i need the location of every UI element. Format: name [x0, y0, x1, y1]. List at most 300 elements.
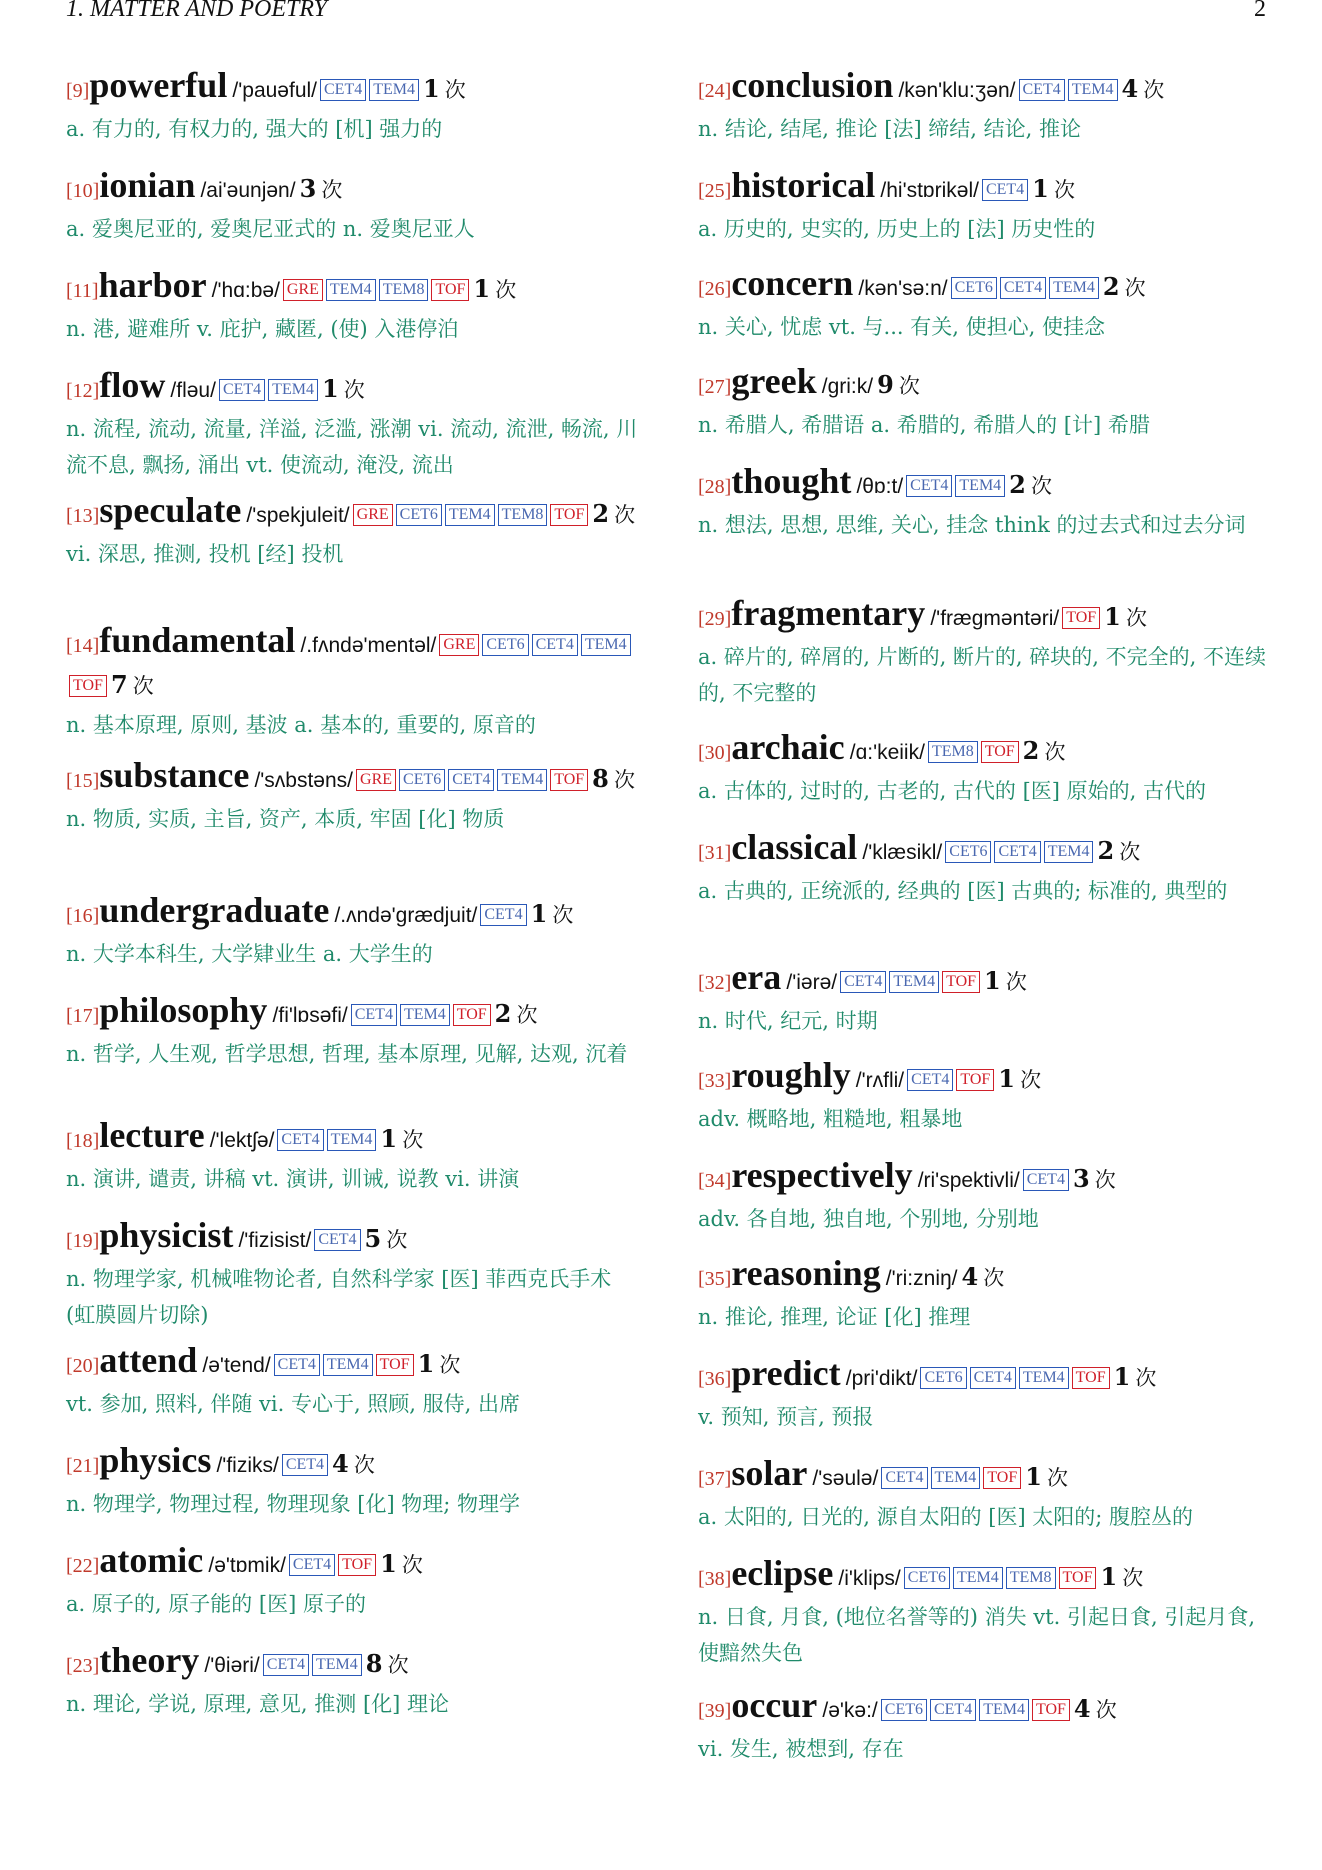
definition: n. 想法, 思想, 思维, 关心, 挂念 think 的过去式和过去分词 [698, 513, 1246, 537]
pronunciation: /.ʌndə'grædjuit/ [334, 904, 478, 927]
vocab-entry [698, 66, 1278, 147]
count-unit: 次 [1135, 1366, 1157, 1390]
exam-tag: TOF [1032, 1699, 1070, 1721]
occurrence-count: 7 [110, 670, 128, 699]
occurrence-count: 8 [365, 1649, 383, 1678]
exam-tag: CET4 [1023, 1169, 1069, 1191]
pronunciation: /ai'əunjən/ [200, 179, 296, 202]
exam-tag: TEM4 [931, 1467, 981, 1489]
headword: physics [99, 1440, 212, 1480]
definition: n. 物理学家, 机械唯物论者, 自然科学家 [医] 菲西克氏手术 (虹膜圆片切除) [66, 1267, 612, 1327]
occurrence-count: 8 [592, 764, 609, 793]
definition: a. 历史的, 史实的, 历史上的 [法] 历史性的 [698, 217, 1096, 241]
count-unit: 次 [552, 903, 574, 927]
count-unit: 次 [1119, 840, 1141, 864]
pronunciation: /'spekjuleit/ [246, 504, 350, 527]
occurrence-count: 5 [364, 1224, 382, 1253]
exam-tag: CET4 [480, 904, 526, 926]
exam-tag: TEM4 [268, 379, 318, 401]
entry-number: [19] [66, 1230, 100, 1252]
definition: n. 哲学, 人生观, 哲学思想, 哲理, 基本原理, 见解, 达观, 沉着 [66, 1042, 628, 1066]
occurrence-count: 1 [417, 1349, 435, 1378]
exam-tag: CET4 [282, 1454, 328, 1476]
exam-tag: TOF [956, 1069, 994, 1091]
exam-tag: CET4 [1019, 79, 1065, 101]
vocab-entry [66, 991, 646, 1072]
count-unit: 次 [613, 768, 635, 792]
count-unit: 次 [401, 1553, 423, 1577]
definition: n. 理论, 学说, 原理, 意见, 推测 [化] 理论 [66, 1692, 450, 1716]
pronunciation: /ə'tend/ [202, 1354, 271, 1377]
vocab-entry [698, 1454, 1278, 1535]
pronunciation: /i'klips/ [838, 1567, 901, 1590]
vocab-entry [698, 594, 1278, 711]
entry-number: [28] [698, 476, 732, 498]
pronunciation: /'pauəful/ [232, 79, 317, 102]
vocab-entry [66, 1541, 646, 1622]
entry-headline [66, 1641, 646, 1686]
vocab-entry [698, 362, 1278, 443]
entry-headline [66, 266, 646, 311]
exam-tag: TOF [550, 769, 588, 791]
headword: occur [731, 1685, 818, 1725]
exam-tag: CET4 [881, 1467, 927, 1489]
headword: undergraduate [99, 890, 330, 930]
count-unit: 次 [1094, 1168, 1116, 1192]
count-unit: 次 [1143, 78, 1165, 102]
entry-headline [698, 264, 1278, 309]
entry-number: [26] [698, 278, 732, 300]
exam-tag: TOF [453, 1004, 491, 1026]
occurrence-count: 4 [1121, 74, 1139, 103]
exam-tag: TOF [69, 675, 107, 697]
entry-headline [698, 1254, 1278, 1299]
exam-tag: CET4 [274, 1354, 320, 1376]
exam-tag: TEM4 [400, 1004, 450, 1026]
occurrence-count: 9 [877, 370, 894, 399]
count-unit: 次 [1053, 178, 1075, 202]
definition: a. 古体的, 过时的, 古老的, 古代的 [医] 原始的, 古代的 [698, 779, 1207, 803]
headword: solar [731, 1453, 808, 1493]
entry-number: [20] [66, 1355, 100, 1377]
occurrence-count: 1 [423, 74, 440, 103]
definition: a. 古典的, 正统派的, 经典的 [医] 古典的; 标准的, 典型的 [698, 879, 1228, 903]
occurrence-count: 1 [321, 374, 339, 403]
vocab-entry [698, 958, 1278, 1039]
occurrence-count: 1 [1113, 1362, 1131, 1391]
exam-tag: TOF [1072, 1367, 1110, 1389]
headword: lecture [99, 1115, 205, 1155]
pronunciation: /'rʌfli/ [855, 1069, 905, 1092]
entry-number: [31] [698, 842, 732, 864]
definition: n. 希腊人, 希腊语 a. 希腊的, 希腊人的 [计] 希腊 [698, 413, 1150, 437]
pronunciation: /'klæsikl/ [862, 841, 943, 864]
exam-tag: CET4 [930, 1699, 976, 1721]
definition: n. 关心, 忧虑 vt. 与... 有关, 使担心, 使挂念 [698, 315, 1105, 339]
exam-tag: CET4 [1000, 277, 1046, 299]
count-unit: 次 [439, 1353, 461, 1377]
exam-tag: TEM4 [1019, 1367, 1069, 1389]
exam-tag: CET4 [906, 475, 952, 497]
pronunciation: /hi'stɒrikəl/ [880, 179, 979, 202]
entry-headline [698, 958, 1278, 1003]
occurrence-count: 1 [1104, 602, 1121, 631]
headword: reasoning [731, 1253, 881, 1293]
pronunciation: /fləu/ [170, 379, 216, 402]
entry-number: [23] [66, 1655, 100, 1677]
exam-tag: CET4 [263, 1654, 309, 1676]
pronunciation: /'θiəri/ [204, 1654, 260, 1677]
vocab-entry [66, 1341, 646, 1422]
count-unit: 次 [516, 1003, 538, 1027]
entry-number: [25] [698, 180, 732, 202]
exam-tag: CET4 [907, 1069, 953, 1091]
entry-number: [36] [698, 1368, 732, 1390]
entry-headline [66, 756, 646, 801]
vocab-entry [66, 366, 646, 483]
entry-headline [698, 462, 1278, 507]
vocab-entry [66, 756, 646, 837]
entry-number: [17] [66, 1005, 100, 1027]
exam-tag: TEM8 [379, 279, 429, 301]
exam-tag: CET4 [982, 179, 1028, 201]
count-unit: 次 [1125, 606, 1147, 630]
count-unit: 次 [1047, 1466, 1069, 1490]
pronunciation: /'fiziks/ [216, 1454, 279, 1477]
pronunciation: /'iərə/ [786, 971, 838, 994]
exam-tag: TEM4 [327, 1129, 377, 1151]
exam-tag: CET6 [904, 1567, 950, 1589]
definition: a. 原子的, 原子能的 [医] 原子的 [66, 1592, 366, 1616]
exam-tag: TOF [1059, 1567, 1097, 1589]
headword: speculate [99, 490, 242, 530]
entry-number: [13] [66, 505, 100, 527]
exam-tag: TEM4 [581, 634, 631, 656]
definition: n. 日食, 月食, (地位名誉等的) 消失 vt. 引起日食, 引起月食, 使黯然失色 [698, 1605, 1255, 1665]
vocab-entry [698, 828, 1278, 909]
headword: thought [731, 461, 852, 501]
vocab-entry [698, 1554, 1278, 1671]
pronunciation: /pri'dikt/ [845, 1367, 918, 1390]
exam-tag: CET4 [320, 79, 366, 101]
headword: historical [731, 165, 876, 205]
entry-number: [34] [698, 1170, 732, 1192]
occurrence-count: 1 [380, 1124, 398, 1153]
pronunciation: /fi'lɒsəfi/ [272, 1004, 348, 1027]
vocab-entry [698, 1254, 1278, 1335]
count-unit: 次 [898, 374, 920, 398]
definition: n. 结论, 结尾, 推论 [法] 缔结, 结论, 推论 [698, 117, 1082, 141]
count-unit: 次 [983, 1266, 1005, 1290]
definition: vt. 参加, 照料, 伴随 vi. 专心于, 照顾, 服侍, 出席 [66, 1392, 521, 1416]
pronunciation: /ə'kə:/ [822, 1699, 878, 1722]
pronunciation: /kən'sə:n/ [858, 277, 948, 300]
occurrence-count: 1 [1025, 1462, 1042, 1491]
vocab-entry [66, 66, 646, 147]
count-unit: 次 [321, 178, 343, 202]
entry-number: [21] [66, 1455, 100, 1477]
definition: a. 爱奥尼亚的, 爱奥尼亚式的 n. 爱奥尼亚人 [66, 217, 475, 241]
occurrence-count: 4 [961, 1262, 979, 1291]
entry-number: [37] [698, 1468, 732, 1490]
headword: atomic [99, 1540, 204, 1580]
occurrence-count: 2 [1102, 272, 1120, 301]
count-unit: 次 [1005, 970, 1027, 994]
exam-tag: TEM4 [445, 504, 495, 526]
exam-tag: TOF [550, 504, 588, 526]
entry-headline [66, 1116, 646, 1161]
vocab-entry [66, 1441, 646, 1522]
vocab-entry [66, 1641, 646, 1722]
entry-headline [698, 728, 1278, 773]
count-unit: 次 [1122, 1566, 1144, 1590]
occurrence-count: 2 [494, 999, 512, 1028]
entry-headline [66, 66, 646, 111]
occurrence-count: 1 [1032, 174, 1049, 203]
vocab-entry [66, 266, 646, 347]
entry-number: [35] [698, 1268, 732, 1290]
occurrence-count: 2 [1009, 470, 1026, 499]
vocab-entry [698, 166, 1278, 247]
entry-number: [32] [698, 972, 732, 994]
exam-tag: CET6 [951, 277, 997, 299]
entry-number: [38] [698, 1568, 732, 1590]
count-unit: 次 [1030, 474, 1052, 498]
entry-number: [10] [66, 180, 100, 202]
headword: predict [731, 1353, 841, 1393]
occurrence-count: 4 [1073, 1694, 1091, 1723]
count-unit: 次 [495, 278, 517, 302]
vocab-entry [66, 1216, 646, 1333]
headword: eclipse [731, 1553, 834, 1593]
exam-tag: CET6 [399, 769, 445, 791]
exam-tag: CET6 [920, 1367, 966, 1389]
exam-tag: CET4 [351, 1004, 397, 1026]
vocab-entry [698, 1354, 1278, 1435]
exam-tag: CET6 [482, 634, 528, 656]
vocab-entry [66, 491, 646, 572]
pronunciation: /θɒ:t/ [856, 475, 904, 498]
entry-number: [9] [66, 80, 90, 102]
pronunciation: /ɑ:'keiik/ [849, 741, 925, 764]
definition: n. 演讲, 谴责, 讲稿 vt. 演讲, 训诫, 说教 vi. 讲演 [66, 1167, 520, 1191]
occurrence-count: 1 [473, 274, 491, 303]
count-unit: 次 [402, 1128, 424, 1152]
vocab-entry [66, 1116, 646, 1197]
entry-number: [22] [66, 1555, 100, 1577]
headword: fragmentary [731, 593, 926, 633]
entry-headline [66, 166, 646, 211]
entry-headline [698, 1354, 1278, 1399]
pronunciation: /ə'tɒmik/ [208, 1554, 286, 1577]
entry-headline [66, 1216, 646, 1261]
entry-headline [698, 1554, 1278, 1599]
exam-tag: GRE [439, 634, 479, 656]
pronunciation: /'hɑ:bə/ [211, 279, 280, 302]
exam-tag: CET4 [970, 1367, 1016, 1389]
definition: adv. 概略地, 粗糙地, 粗暴地 [698, 1107, 963, 1131]
definition: n. 物理学, 物理过程, 物理现象 [化] 物理; 物理学 [66, 1492, 521, 1516]
occurrence-count: 1 [1100, 1562, 1118, 1591]
headword: harbor [98, 265, 207, 305]
exam-tag: TEM4 [1068, 79, 1118, 101]
headword: physicist [99, 1215, 234, 1255]
entry-number: [12] [66, 380, 100, 402]
headword: philosophy [99, 990, 268, 1030]
exam-tag: TEM4 [312, 1654, 362, 1676]
exam-tag: TOF [376, 1354, 414, 1376]
headword: attend [99, 1340, 198, 1380]
exam-tag: GRE [353, 504, 393, 526]
occurrence-count: 2 [1022, 736, 1040, 765]
entry-number: [11] [66, 280, 99, 302]
entry-headline [698, 1156, 1278, 1201]
exam-tag: TEM4 [1049, 277, 1099, 299]
occurrence-count: 1 [998, 1064, 1015, 1093]
headword: classical [731, 827, 858, 867]
headword: concern [731, 263, 854, 303]
exam-tag: CET4 [448, 769, 494, 791]
entry-number: [16] [66, 905, 100, 927]
occurrence-count: 1 [380, 1549, 397, 1578]
headword: powerful [89, 65, 228, 105]
entry-headline [66, 366, 646, 411]
exam-tag: TOF [981, 741, 1019, 763]
definition: v. 预知, 预言, 预报 [698, 1405, 874, 1429]
count-unit: 次 [1095, 1698, 1117, 1722]
vocab-entry [698, 1156, 1278, 1237]
pronunciation: /'ri:zniŋ/ [885, 1267, 958, 1290]
headword: conclusion [731, 65, 894, 105]
count-unit: 次 [1044, 740, 1066, 764]
exam-tag: CET4 [314, 1229, 360, 1251]
headword: theory [99, 1640, 200, 1680]
vocab-entry [66, 166, 646, 247]
entry-number: [33] [698, 1070, 732, 1092]
definition: vi. 发生, 被想到, 存在 [698, 1737, 904, 1761]
headword: archaic [731, 727, 845, 767]
vocab-entry [698, 264, 1278, 345]
exam-tag: TOF [942, 971, 980, 993]
pronunciation: /kən'klu:ʒən/ [898, 79, 1016, 102]
vocab-entry [698, 462, 1278, 543]
exam-tag: CET4 [994, 841, 1040, 863]
pronunciation: /'lektʃə/ [209, 1129, 275, 1152]
pronunciation: /'səulə/ [812, 1467, 879, 1490]
occurrence-count: 1 [530, 899, 548, 928]
exam-tag: TEM4 [323, 1354, 373, 1376]
exam-tag: TEM8 [928, 741, 978, 763]
entry-number: [29] [698, 608, 732, 630]
exam-tag: TEM4 [326, 279, 376, 301]
exam-tag: CET4 [219, 379, 265, 401]
vocab-entry [66, 621, 646, 743]
page-number: 2 [1254, 0, 1266, 22]
headword: substance [99, 755, 250, 795]
entry-headline [698, 594, 1278, 639]
entry-number: [18] [66, 1130, 100, 1152]
exam-tag: TOF [1062, 607, 1100, 629]
exam-tag: TEM8 [1006, 1567, 1056, 1589]
entry-headline [698, 66, 1278, 111]
definition: n. 流程, 流动, 流量, 洋溢, 泛滥, 涨潮 vi. 流动, 流泄, 畅流, 川流不息, 飘扬, 涌出 vt. 使流动, 淹没, 流出 [66, 417, 638, 477]
entry-number: [30] [698, 742, 732, 764]
count-unit: 次 [343, 378, 365, 402]
exam-tag: TOF [983, 1467, 1021, 1489]
entry-number: [14] [66, 635, 100, 657]
exam-tag: TEM4 [955, 475, 1005, 497]
count-unit: 次 [614, 503, 636, 527]
entry-headline [66, 891, 646, 936]
exam-tag: CET6 [945, 841, 991, 863]
definition: n. 港, 避难所 v. 庇护, 藏匿, (使) 入港停泊 [66, 317, 459, 341]
exam-tag: CET6 [881, 1699, 927, 1721]
pronunciation: /.fʌndə'mentəl/ [300, 634, 437, 657]
exam-tag: CET4 [840, 971, 886, 993]
occurrence-count: 1 [984, 966, 1001, 995]
headword: fundamental [99, 620, 296, 660]
pronunciation: /'frægməntəri/ [930, 607, 1060, 630]
occurrence-count: 2 [592, 499, 610, 528]
occurrence-count: 2 [1097, 836, 1115, 865]
entry-number: [39] [698, 1700, 732, 1722]
occurrence-count: 4 [332, 1449, 349, 1478]
headword: flow [99, 365, 166, 405]
pronunciation: /gri:k/ [821, 375, 874, 398]
headword: roughly [731, 1055, 851, 1095]
definition: n. 推论, 推理, 论证 [化] 推理 [698, 1305, 971, 1329]
entry-number: [15] [66, 770, 100, 792]
headword: era [731, 957, 782, 997]
exam-tag: CET4 [289, 1554, 335, 1576]
entry-headline [698, 1056, 1278, 1101]
occurrence-count: 3 [1072, 1164, 1090, 1193]
count-unit: 次 [132, 674, 154, 698]
exam-tag: TOF [338, 1554, 376, 1576]
entry-headline [698, 1454, 1278, 1499]
exam-tag: GRE [356, 769, 396, 791]
headword: respectively [731, 1155, 913, 1195]
pronunciation: /'sʌbstəns/ [254, 769, 354, 792]
entry-number: [27] [698, 376, 732, 398]
pronunciation: /ri'spektivli/ [917, 1169, 1020, 1192]
entry-headline [698, 828, 1278, 873]
exam-tag: TEM4 [1044, 841, 1094, 863]
entry-headline [66, 491, 646, 536]
chapter-title: 1. MATTER AND POETRY [66, 0, 327, 22]
exam-tag: GRE [283, 279, 323, 301]
entry-headline [66, 621, 646, 707]
definition: n. 基本原理, 原则, 基波 a. 基本的, 重要的, 原音的 [66, 713, 536, 737]
definition: n. 时代, 纪元, 时期 [698, 1009, 878, 1033]
exam-tag: TEM4 [369, 79, 419, 101]
definition: a. 有力的, 有权力的, 强大的 [机] 强力的 [66, 117, 443, 141]
exam-tag: CET4 [532, 634, 578, 656]
exam-tag: TEM4 [889, 971, 939, 993]
definition: a. 碎片的, 碎屑的, 片断的, 断片的, 碎块的, 不完全的, 不连续的, 不完整的 [698, 645, 1266, 705]
count-unit: 次 [1124, 276, 1146, 300]
entry-headline [66, 1541, 646, 1586]
entry-headline [698, 1686, 1278, 1731]
definition: n. 大学本科生, 大学肄业生 a. 大学生的 [66, 942, 433, 966]
exam-tag: TOF [431, 279, 469, 301]
pronunciation: /'fizisist/ [238, 1229, 312, 1252]
exam-tag: TEM8 [498, 504, 548, 526]
vocab-entry [66, 891, 646, 972]
definition: n. 物质, 实质, 主旨, 资产, 本质, 牢固 [化] 物质 [66, 807, 505, 831]
definition: vi. 深思, 推测, 投机 [经] 投机 [66, 542, 344, 566]
vocab-entry [698, 1686, 1278, 1767]
